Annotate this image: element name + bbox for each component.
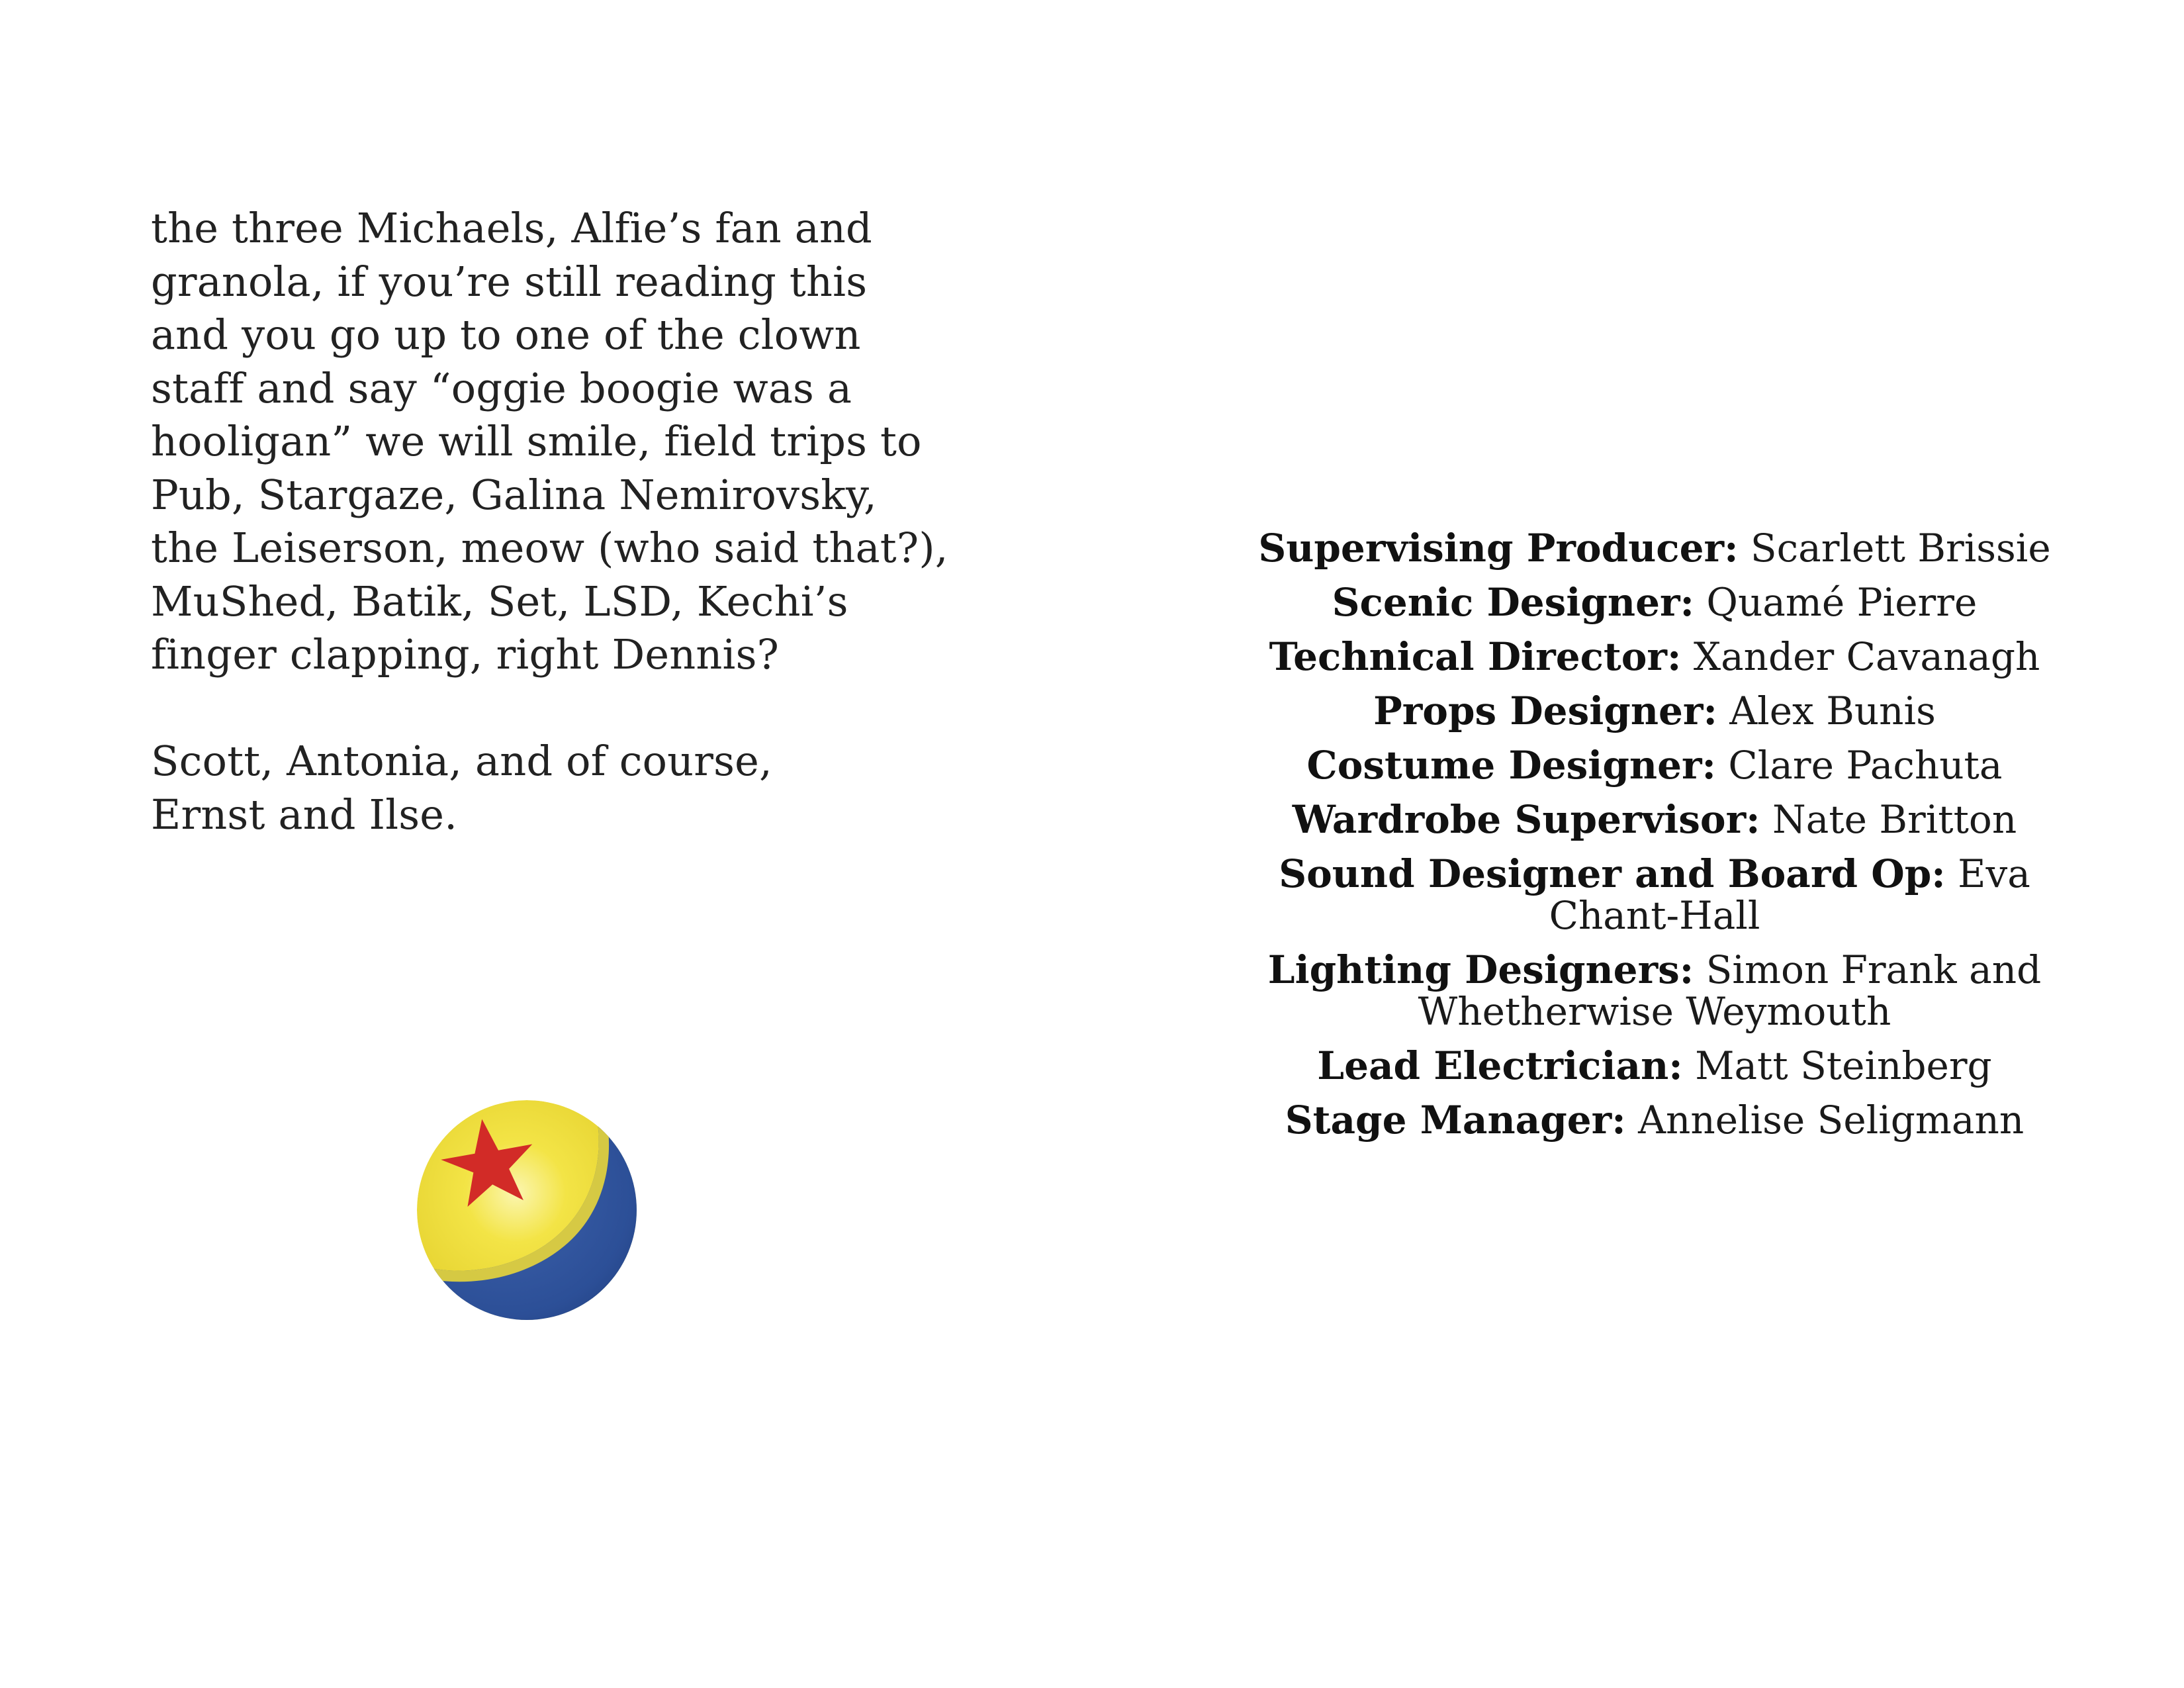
credit-name: Annelise Seligmann <box>1638 1098 2025 1143</box>
credit-name-continued: Whetherwise Weymouth <box>1418 989 1891 1034</box>
credit-name: Simon Frank and <box>1706 947 2042 992</box>
thanks-line: finger clapping, right Dennis? <box>151 630 780 679</box>
credit-role: Sound Designer and Board Op: <box>1279 851 1946 896</box>
credit-entry <box>1251 745 2058 786</box>
credit-role: Costume Designer: <box>1306 743 1716 788</box>
thanks-line: and you go up to one of the clown <box>151 310 861 359</box>
credit-name: Clare Pachuta <box>1728 743 2003 788</box>
thanks-line: the Leiserson, meow (who said that?), <box>151 524 948 572</box>
thanks-text <box>151 202 985 841</box>
credit-entry <box>1251 528 2058 569</box>
production-credits <box>1251 528 2058 1154</box>
credit-entry <box>1251 799 2058 841</box>
credit-role: Stage Manager: <box>1285 1098 1626 1143</box>
credit-entry <box>1251 690 2058 732</box>
credit-name: Scarlett Brissie <box>1750 526 2051 571</box>
thanks-line: MuShed, Batik, Set, LSD, Kechi’s <box>151 577 848 626</box>
credit-entry <box>1251 636 2058 678</box>
credit-name: Eva <box>1958 851 2030 896</box>
credit-entry <box>1251 853 2058 937</box>
star-ball-icon <box>416 1099 638 1321</box>
paragraph-gap <box>151 682 985 735</box>
credit-name: Alex Bunis <box>1729 688 1936 733</box>
credit-name-continued: Chant-Hall <box>1549 893 1760 938</box>
credit-role: Supervising Producer: <box>1258 526 1739 571</box>
credit-role: Technical Director: <box>1269 634 1682 679</box>
credit-entry <box>1251 1100 2058 1141</box>
thanks-line: the three Michaels, Alfie’s fan and <box>151 204 872 252</box>
credit-role: Wardrobe Supervisor: <box>1292 797 1760 842</box>
credit-role: Scenic Designer: <box>1332 580 1694 625</box>
thanks-line: granola, if you’re still reading this <box>151 257 868 306</box>
thanks-line: Ernst and Ilse. <box>151 790 458 839</box>
credit-entry <box>1251 949 2058 1033</box>
credit-name: Xander Cavanagh <box>1693 634 2040 679</box>
credit-role: Lead Electrician: <box>1317 1043 1683 1088</box>
thanks-line: Scott, Antonia, and of course, <box>151 737 772 785</box>
thanks-line: staff and say “oggie boogie was a <box>151 363 852 412</box>
credit-entry <box>1251 1045 2058 1087</box>
credit-role: Lighting Designers: <box>1267 947 1694 992</box>
credit-name: Nate Britton <box>1772 797 2017 842</box>
credit-entry <box>1251 582 2058 624</box>
thanks-line: hooligan” we will smile, field trips to <box>151 417 922 465</box>
credit-name: Matt Steinberg <box>1695 1043 1992 1088</box>
thanks-line: Pub, Stargaze, Galina Nemirovsky, <box>151 470 877 519</box>
credit-name: Quamé Pierre <box>1706 580 1978 625</box>
credit-role: Props Designer: <box>1373 688 1717 733</box>
